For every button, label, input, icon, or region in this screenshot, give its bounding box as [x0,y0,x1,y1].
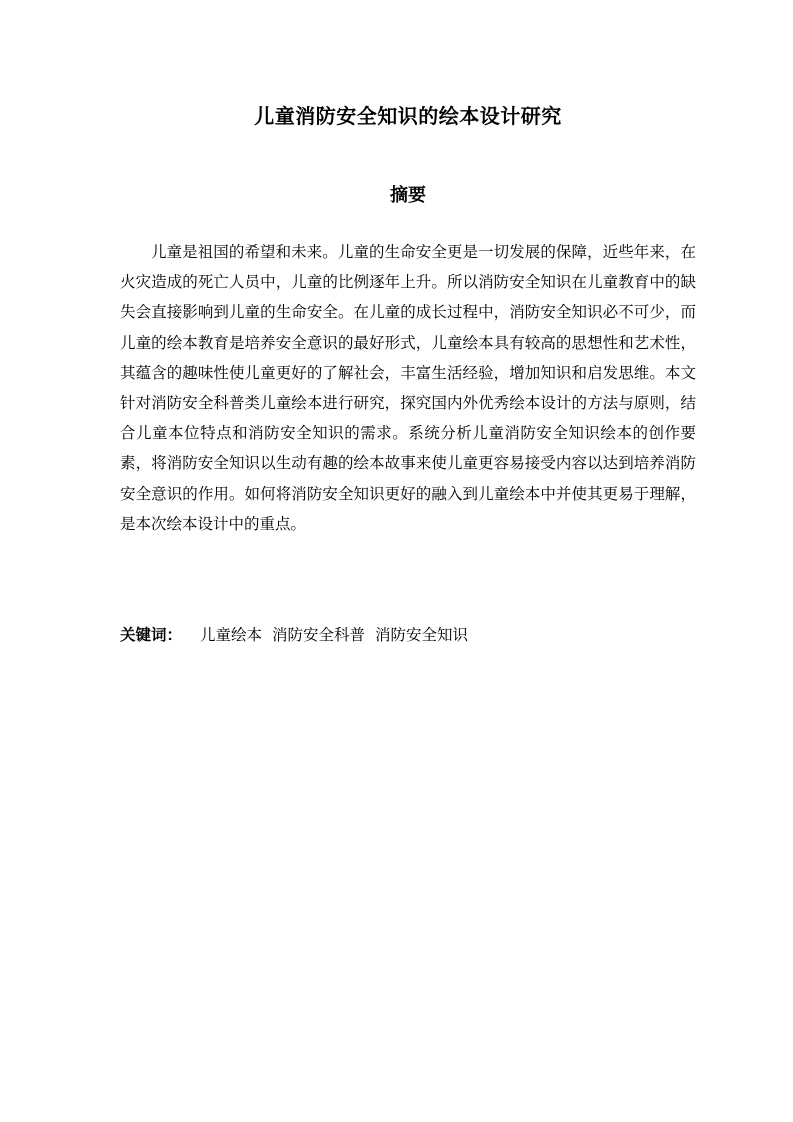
abstract-body: 儿童是祖国的希望和未来。儿童的生命安全更是一切发展的保障，近些年来，在火灾造成的死亡人员中，儿童的比例逐年上升。所以消防安全知识在儿童教育中的缺失会直接影响到儿童的生命安全。在儿童的成长过程中，消防安全知识必不可少，而儿童的绘本教育是培养安全意识的最好形式，儿童绘本具有较高的思想性和艺术性，其蕴含的趣味性使儿童更好的了解社会，丰富生活经验，增加知识和启发思维。本文针对消防安全科普类儿童绘本进行研究，探究国内外优秀绘本设计的方法与原则，结合儿童本位特点和消防安全知识的需求。系统分析儿童消防安全知识绘本的创作要素，将消防安全知识以生动有趣的绘本故事来使儿童更容易接受内容以达到培养消防安全意识的作用。如何将消防安全知识更好的融入到儿童绘本中并使其更易于理解，是本次绘本设计中的重点。 [120,243,696,533]
abstract-heading: 摘要 [390,185,426,206]
keywords-line [120,621,696,649]
keyword-item: 消防安全知识 [375,626,469,644]
keyword-item: 消防安全科普 [272,626,366,644]
keywords-label: 关键词： [120,626,183,644]
keyword-item: 儿童绘本 [200,626,263,644]
document-title: 儿童消防安全知识的绘本设计研究 [254,104,562,128]
